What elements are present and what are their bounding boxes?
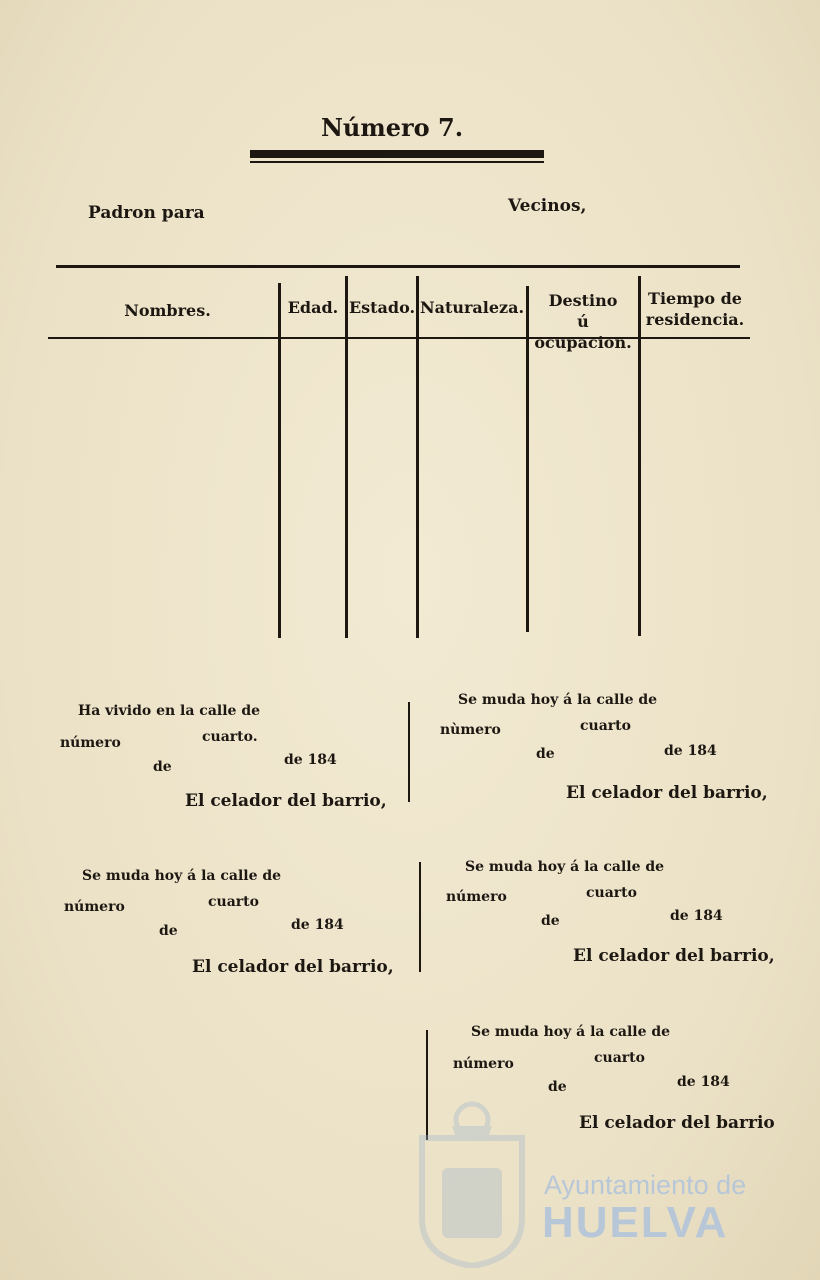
column-divider [526,286,529,632]
cert-year: de 184 [670,908,723,924]
cert-cuarto: cuarto. [202,729,258,745]
cert-street-line: Se muda hoy á la calle de [465,859,665,875]
table-top-rule [56,265,740,268]
cert-year: de 184 [677,1074,730,1090]
cert-numero: nùmero [440,722,501,738]
cert-de: de [548,1079,567,1095]
watermark-ayuntamiento: Ayuntamiento de [544,1170,747,1200]
cert-signature: El celador del barrio [579,1113,775,1133]
cert-de: de [536,746,555,762]
watermark-huelva: HUELVA [542,1198,729,1247]
cert-numero: número [60,735,121,751]
column-divider [345,276,348,638]
cert-numero: número [64,899,125,915]
vecinos-label: Vecinos, [508,196,587,216]
cert-year: de 184 [664,743,717,759]
certificate-separator [419,862,421,972]
cert-numero: número [453,1056,514,1072]
title-rule-thick [250,150,544,158]
cert-cuarto: cuarto [594,1050,645,1066]
column-header-nombres: Nombres. [124,301,211,320]
column-header-estado: Estado. [348,298,416,317]
title-rule-thin [250,161,544,163]
cert-signature: El celador del barrio, [185,791,387,811]
column-header-tiempo: Tiempo de residencia. [645,289,745,329]
cert-street-line: Ha vivido en la calle de [78,703,261,719]
cert-cuarto: cuarto [580,718,631,734]
cert-year: de 184 [284,752,337,768]
cert-de: de [153,759,172,775]
column-header-edad: Edad. [287,298,339,317]
cert-de: de [159,923,178,939]
cert-cuarto: cuarto [208,894,259,910]
cert-de: de [541,913,560,929]
cert-signature: El celador del barrio, [573,946,775,966]
cert-street-line: Se muda hoy á la calle de [82,868,282,884]
cert-signature: El celador del barrio, [566,783,768,803]
cert-signature: El celador del barrio, [192,957,394,977]
cert-street-line: Se muda hoy á la calle de [458,692,658,708]
page-title: Número 7. [320,113,464,142]
cert-cuarto: cuarto [586,885,637,901]
huelva-crest-icon [412,1098,532,1268]
certificate-separator [408,702,410,802]
column-divider [638,276,641,636]
cert-street-line: Se muda hoy á la calle de [471,1024,671,1040]
cert-year: de 184 [291,917,344,933]
column-header-destino: Destino ú ocupacion. [534,291,632,352]
cert-numero: número [446,889,507,905]
column-divider [416,276,419,638]
column-divider [278,283,281,638]
table-header-rule [48,337,750,339]
padron-label: Padron para [88,203,205,223]
column-header-naturaleza: Naturaleza. [419,298,525,317]
